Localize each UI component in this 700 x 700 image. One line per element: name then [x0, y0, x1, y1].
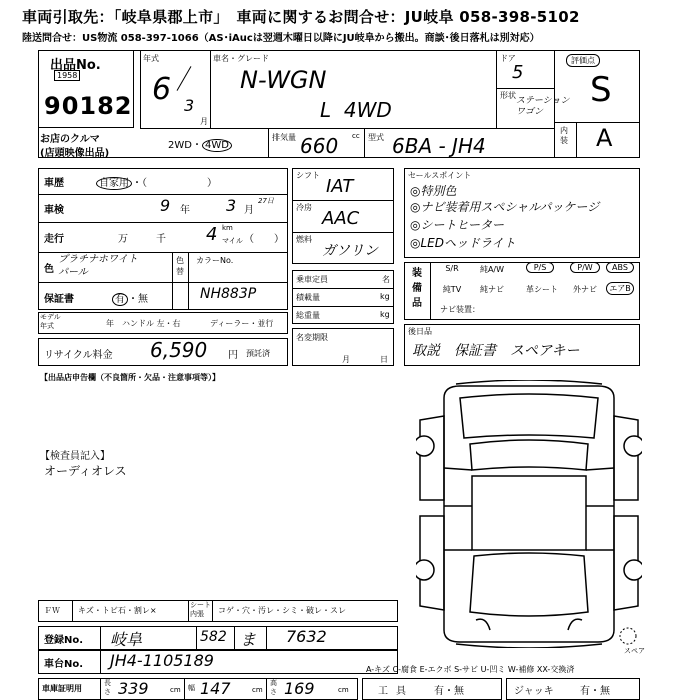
rename-label: 名変期限: [296, 333, 328, 342]
color-code: NH883P: [200, 286, 257, 302]
year-month: 3: [184, 96, 195, 115]
mileage-value: 4: [206, 224, 218, 245]
chassis-label: 車台No.: [44, 659, 84, 670]
registration-serial: 7632: [286, 627, 327, 646]
mileage-man: 万: [118, 234, 128, 245]
fuel-label: 燃料: [296, 235, 312, 244]
capacity-label: 乗車定員: [296, 275, 328, 284]
accessories-value: 取説 保証書 スペアキー: [412, 343, 580, 359]
mileage-label: 走行: [44, 234, 64, 245]
jack-value: 有・無: [580, 686, 610, 697]
tools-value: 有・無: [434, 686, 464, 697]
inspection-month-unit: 月: [244, 205, 254, 216]
jack-label: ジャッキ: [514, 686, 554, 697]
shop-sub: (店頭映像出品): [40, 148, 110, 159]
gross-unit: kg: [380, 310, 390, 319]
model-label: 車名・グレード: [213, 54, 269, 63]
mileage-km: km: [222, 224, 233, 232]
color-value: プラチナホワイト パール: [58, 254, 138, 278]
registration-label: 登録No.: [44, 635, 84, 646]
shape-label: 形状: [500, 91, 516, 100]
year-month-unit: 月: [200, 117, 208, 126]
shop-label: お店のクルマ: [40, 134, 100, 145]
model-year-handle: ハンドル 左・右: [122, 319, 181, 328]
dims-w-unit: cm: [252, 686, 263, 694]
lot-number: 90182: [44, 92, 133, 120]
load-unit: kg: [380, 292, 390, 301]
car-damage-diagram: [416, 380, 642, 648]
shift-label: シフト: [296, 171, 320, 180]
history-label: 車歴: [44, 178, 64, 189]
load-label: 積載量: [296, 293, 320, 302]
equip-airbag: エアB: [606, 282, 634, 295]
mileage-paren: （ ）: [244, 234, 284, 245]
gross-label: 総重量: [296, 311, 320, 320]
displacement-label: 排気量: [272, 133, 296, 142]
ac-value: AAC: [322, 208, 360, 229]
rename-month: 月: [342, 355, 350, 364]
warranty-label: 保証書: [44, 294, 74, 305]
equip-navi: 純ナビ: [480, 285, 504, 294]
dims-w-value: 147: [200, 679, 231, 698]
inspector-label: 【検査員記入】: [40, 451, 110, 462]
model-year-dealer: ディーラー・並行: [210, 319, 274, 328]
dims-w-label: 幅: [188, 684, 195, 692]
lot-small-number: 1958: [54, 70, 80, 81]
registration-pref: 岐阜: [110, 630, 143, 649]
chassis-value: JH4-1105189: [110, 651, 214, 670]
inspection-year-unit: 年: [180, 205, 190, 216]
interior-score: A: [596, 124, 613, 152]
color-code-label: カラーNo.: [196, 256, 234, 265]
equip-sr: S/R: [445, 264, 459, 273]
dims-h-value: 169: [284, 679, 315, 698]
lot-label: 出品No.: [50, 58, 101, 73]
inspection-label: 車検: [44, 205, 64, 216]
equip-ps: P/S: [526, 262, 554, 273]
inspector-value: オーディオレス: [44, 464, 127, 478]
dims-l-label: 長さ: [104, 679, 111, 696]
sales-label: セールスポイント: [408, 171, 472, 180]
inspection-year: 9: [160, 196, 171, 215]
displacement-value: 660: [300, 134, 339, 158]
equip-pw: P/W: [570, 262, 600, 273]
sales-item-4: ◎LEDヘッドライト: [410, 236, 516, 250]
capacity-unit: 名: [382, 275, 390, 284]
mileage-mile: マイル: [222, 237, 243, 245]
model-year-label: モデル 年式: [40, 313, 61, 330]
dims-h-unit: cm: [338, 686, 349, 694]
equip-aw: 純A/W: [479, 265, 505, 274]
dims-l-value: 339: [118, 679, 149, 698]
equip-ext-navi: 外ナビ: [573, 285, 597, 294]
equip-abs: ABS: [606, 262, 634, 273]
inspection-month: 3: [226, 196, 237, 215]
recycle-note: 預託済: [246, 349, 270, 358]
color-change-label: 色替: [176, 256, 184, 276]
year-label: 年式: [143, 54, 159, 63]
header-line-1: 車両引取先：「岐阜県郡上市」 車両に関するお問合せ：JU岐阜 058-398-5102: [22, 8, 580, 26]
header-line-2: 陸送問合せ：US物流 058-397-1066（AS･iAucは翌週木曜日以降にJU岐阜から搬出。商談･後日落札は別対応）: [22, 33, 540, 44]
rename-day: 日: [380, 355, 388, 364]
recycle-value: 6,590: [150, 338, 208, 362]
spare-label: スペア: [624, 647, 645, 655]
fuel-value: ガソリン: [322, 243, 378, 259]
fw-label: ＦＷ: [44, 606, 60, 615]
sheet-label: 【出品店申告欄（不良箇所・欠品・注意事項等）】: [40, 373, 220, 382]
eval-score: S: [590, 70, 612, 110]
equip-leather: 革シート: [526, 285, 558, 294]
dims-label: 車庫証明用: [42, 684, 82, 693]
recycle-unit: 円: [228, 350, 238, 361]
model-code-label: 型式: [368, 133, 384, 142]
registration-kana: ま: [240, 630, 257, 649]
recycle-label: リサイクル料金: [44, 350, 113, 361]
year-value: 6: [152, 72, 172, 107]
accessories-label: 後日品: [408, 327, 432, 336]
drive-2wd: 2WD・ 4WD: [168, 136, 232, 151]
sales-item-3: ◎シートヒーター: [410, 218, 504, 232]
shift-value: IAT: [326, 176, 354, 197]
registration-num: 582: [200, 629, 227, 645]
inspection-day: 27日: [258, 197, 274, 205]
displacement-unit: cc: [352, 132, 360, 140]
tools-label: 工具: [378, 686, 414, 697]
fw-items: キズ・トビ石・割レ×: [78, 606, 157, 615]
eval-label: 評価点: [566, 54, 600, 67]
shape-value: ステーション ワゴン: [516, 96, 570, 117]
sales-item-2: ◎ナビ装着用スペシャルパッケージ: [410, 200, 600, 214]
color-label: 色: [44, 264, 54, 275]
model-code-value: 6BA - JH4: [392, 134, 486, 158]
fw-sheet-label: シート 内張: [190, 601, 211, 618]
model-year-unit: 年: [106, 319, 114, 328]
model-grade: L 4WD: [320, 98, 392, 122]
damage-legend: A-キズ C-腐食 E-エクボ S-サビ U-凹ミ W-補修 XX-交換済: [366, 665, 575, 674]
drive-4wd-circled: 4WD: [202, 139, 232, 152]
dims-l-unit: cm: [170, 686, 181, 694]
doors-value: 5: [512, 62, 524, 83]
model-name: N-WGN: [240, 66, 327, 94]
dims-h-label: 高さ: [270, 679, 277, 696]
equip-tv: 純TV: [442, 285, 462, 294]
mileage-sen: 千: [156, 234, 166, 245]
equipment-label: 装備品: [412, 268, 422, 309]
warranty-value: 有 ・無: [112, 290, 148, 305]
doors-label: ドア: [500, 54, 516, 63]
equip-navi-label: ナビ装置：: [440, 305, 480, 314]
ac-label: 冷房: [296, 203, 312, 212]
fw-sheet-items: コゲ・穴・汚レ・シミ・破レ・スレ: [218, 606, 346, 615]
interior-label: 内装: [560, 126, 568, 145]
history-value: 自家用 ・（ ）: [96, 174, 217, 189]
chassis-row: [38, 650, 398, 674]
sales-item-1: ◎特別色: [410, 184, 457, 198]
